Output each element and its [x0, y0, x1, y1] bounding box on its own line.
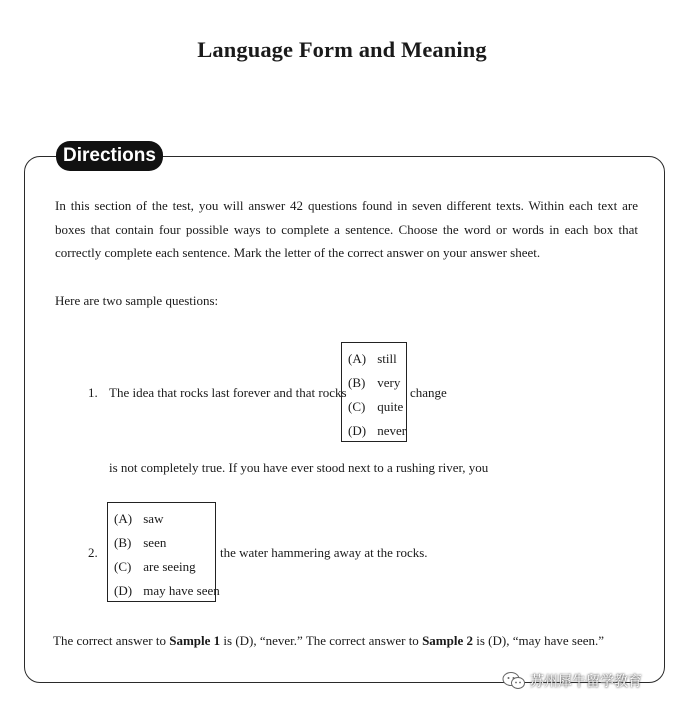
option-b[interactable]: (B) seen [114, 535, 167, 550]
option-b[interactable]: (B) very [348, 375, 401, 390]
directions-label: Directions [56, 141, 163, 171]
question-1-options-box [341, 342, 407, 442]
answer-explanation: The correct answer to Sample 1 is (D), “never.” The correct answer to Sample 2 is (D), “may have seen.” [53, 633, 605, 648]
option-c[interactable]: (C) are seeing [114, 559, 196, 574]
option-d[interactable]: (D) may have seen [114, 583, 220, 598]
option-a[interactable]: (A) saw [114, 511, 164, 526]
question-1-text-after: change [410, 385, 447, 400]
watermark-text: 苏州犀牛留学教育 [530, 674, 642, 690]
option-c[interactable]: (C) quite [348, 399, 404, 414]
page-title: Language Form and Meaning [197, 37, 487, 62]
question-1-continuation: is not completely true. If you have ever stood next to a rushing river, you [109, 460, 489, 475]
question-2-options-box [107, 502, 220, 602]
option-d[interactable]: (D) never [348, 423, 407, 438]
sample-intro: Here are two sample questions: [55, 293, 219, 308]
question-1-number: 1. [88, 385, 98, 400]
wechat-icon [502, 671, 526, 691]
question-2-text-after: the water hammering away at the rocks. [220, 545, 428, 560]
option-a[interactable]: (A) still [348, 351, 397, 366]
question-2-number: 2. [88, 545, 98, 560]
intro-paragraph: In this section of the test, you will answer 42 questions found in seven different texts. Within each text are boxes that contain four possible ways to complete a sentence. Choose the word or words in each box that correctly complete each sentence. Mark the letter of the correct answer on your answer sheet. [55, 198, 638, 260]
watermark [502, 668, 642, 694]
question-1-text-before: The idea that rocks last forever and that rocks [109, 385, 347, 400]
